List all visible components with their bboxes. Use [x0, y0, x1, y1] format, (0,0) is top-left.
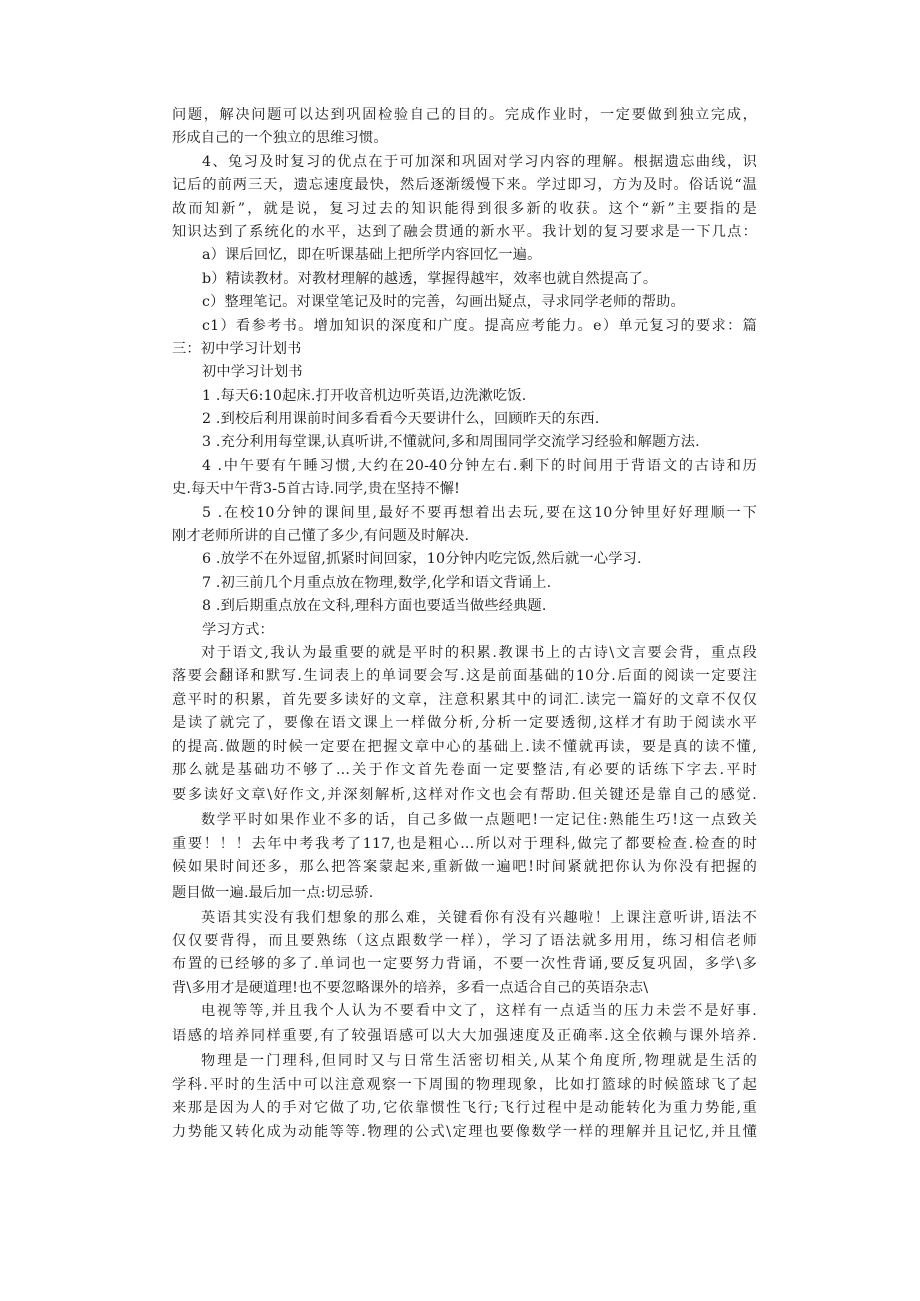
text-line: 史.每天中午背3-5首古诗.同学,贵在坚持不懈!: [172, 481, 461, 498]
text-line: 的提高.做题的时候一定要在把握文章中心的基础上.读不懂就再读，要是真的读不懂,: [172, 738, 757, 755]
text-line: 候如果时间还多，那么把答案蒙起来,重新做一遍吧!时间紧就把你认为你没有把握的: [172, 859, 757, 876]
text-line: c）整理笔记。对课堂笔记及时的完善，勾画出疑点，寻求同学老师的帮助。: [202, 294, 685, 311]
text-line: 知识达到了系统化的水平，达到了融会贯通的新水平。我计划的复习要求是一下几点：: [172, 223, 757, 240]
text-line: 布置的已经够的多了.单词也一定要努力背诵，不要一次性背诵,要反复巩固，多学\多: [172, 956, 757, 973]
text-line: a）课后回忆，即在听课基础上把所学内容回忆一遍。: [202, 247, 542, 264]
text-line: 数学平时如果作业不多的话，自己多做一点题吧!一定记住:熟能生巧!这一点致关: [201, 812, 757, 829]
text-line: 6 .放学不在外逗留,抓紧时间回家，10分钟内吃完饭,然后就一心学习.: [202, 551, 642, 568]
text-line: 刚才老师所讲的自己懂了多少,有问题及时解决.: [172, 528, 470, 545]
text-line: 来那是因为人的手对它做了功,它依靠惯性飞行;飞行过程中是动能转化为重力势能,重: [172, 1100, 757, 1117]
text-line: 4 .中午要有午睡习惯,大约在20-40分钟左右.剩下的时间用于背语文的古诗和历: [202, 457, 757, 474]
text-line: b）精读教材。对教材理解的越透，掌握得越牢，效率也就自然提高了。: [202, 270, 658, 287]
text-line: 问题，解决问题可以达到巩固检验自己的目的。完成作业时，一定要做到独立完成，: [172, 107, 757, 123]
text-line: 电视等等,并且我个人认为不要看中文了，这样有一点适当的压力未尝不是好事.: [201, 1003, 757, 1020]
text-line: 题目做一遍.最后加一点:切忌骄.: [172, 884, 374, 901]
text-line: 意平时的积累，首先要多读好的文章，注意积累其中的词汇.读完一篇好的文章不仅仅: [172, 691, 757, 708]
text-line: 物理是一门理科,但同时又与日常生活密切相关,从某个角度所,物理就是生活的: [201, 1053, 757, 1070]
text-line: 形成自己的一个独立的思维习惯。: [172, 130, 388, 147]
text-line: 重要！！！去年中考我考了117,也是粗心...所以对于理科,做完了都要检查.检查的时: [172, 835, 757, 852]
text-line: 8 .到后期重点放在文科,理科方面也要适当做些经典题.: [202, 598, 547, 615]
text-line: 是读了就完了，要像在语文课上一样做分析,分析一定要透彻,这样才有助于阅读水平: [172, 715, 757, 732]
text-line: 要多读好文章\好作文,并深刻解析,这样对作文也会有帮助.但关键还是靠自己的感觉.: [172, 787, 757, 804]
text-line: 学科.平时的生活中可以注意观察一下周围的物理现象，比如打篮球的时候篮球飞了起: [172, 1076, 757, 1093]
text-line: 故而知新”，就是说，复习过去的知识能得到很多新的收获。这个“新”主要指的是: [172, 200, 757, 217]
text-line: 语感的培养同样重要,有了较强语感可以大大加强速度及正确率.这全依赖与课外培养.: [172, 1028, 757, 1045]
text-line: 那么就是基础功不够了...关于作文首先卷面一定要整洁,有必要的话练下字去.平时: [172, 761, 757, 778]
text-line: 初中学习计划书: [202, 364, 303, 381]
text-line: 1 .每天6:10起床.打开收音机边听英语,边洗漱吃饭.: [202, 387, 527, 404]
text-line: 三：初中学习计划书: [172, 340, 302, 357]
text-line: 7 .初三前几个月重点放在物理,数学,化学和语文背诵上.: [202, 574, 552, 591]
text-line: 背\多用才是硬道理!也不要忽略课外的培养，多看一点适合自己的英语杂志\: [172, 979, 649, 996]
text-line: 4、兔习及时复习的优点在于可加深和巩固对学习内容的理解。根据遗忘曲线，识: [202, 153, 757, 170]
text-line: 记后的前两三天，遗忘速度最快，然后逐渐缓慢下来。学过即习，方为及时。俗话说“温: [172, 177, 757, 194]
text-line: 2 .到校后利用课前时间多看看今天要讲什么，回顾昨天的东西.: [202, 411, 600, 428]
text-line: 英语其实没有我们想象的那么难，关键看你有没有兴趣啦！上课注意听讲,语法不: [201, 909, 757, 926]
text-line: 仅仅要背得，而且要熟练（这点跟数学一样），学习了语法就多用用，练习相信老师: [172, 932, 757, 949]
text-line: 力势能又转化成为动能等等.物理的公式\定理也要像数学一样的理解并且记忆,并且懂: [172, 1123, 757, 1140]
text-line: 5 .在校10分钟的课间里,最好不要再想着出去玩,要在这10分钟里好好理顺一下: [202, 504, 757, 521]
text-line: c1）看参考书。增加知识的深度和广度。提高应考能力。e）单元复习的要求：篇: [202, 317, 757, 334]
document-page: [172, 104, 757, 1144]
text-line: 落要会翻译和默写.生词表上的单词要会写.这是前面基础的10分.后面的阅读一定要注: [172, 668, 757, 685]
text-line: 对于语文,我认为最重要的就是平时的积累.教课书上的古诗\文言要会背，重点段: [201, 644, 757, 661]
text-line: 学习方式：: [202, 621, 274, 638]
text-line: 3 .充分利用每堂课,认真听讲,不懂就问,多和周围同学交流学习经验和解题方法.: [202, 434, 700, 451]
